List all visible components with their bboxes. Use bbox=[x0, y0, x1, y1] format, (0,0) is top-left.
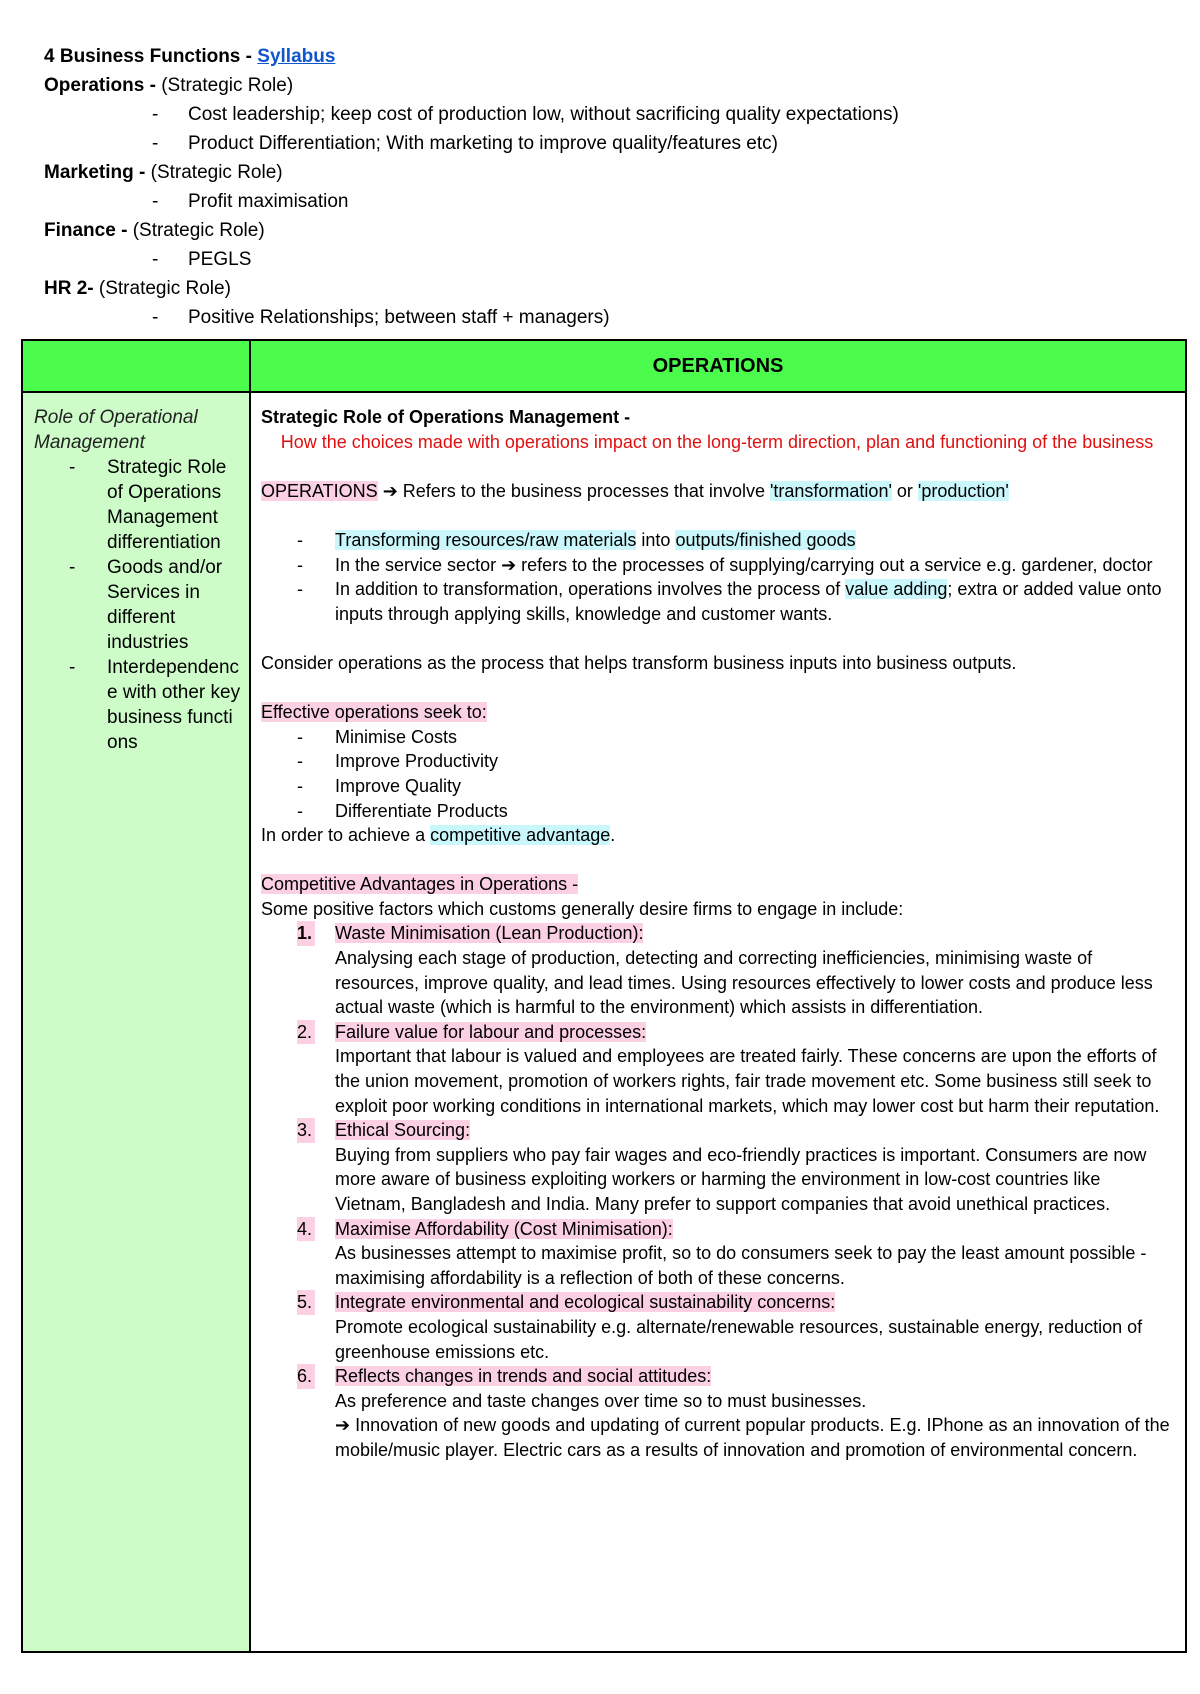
section-subheading: How the choices made with operations impact on the long-term direction, plan and functioning of the business bbox=[280, 431, 1154, 452]
achieve-text: In order to achieve a competitive advantage. bbox=[261, 825, 616, 846]
function-finance: Finance - (Strategic Role) bbox=[44, 220, 265, 241]
numbered-item-body: ➔ Innovation of new goods and updating of current popular products. E.g. IPhone as an innovation of the mobile/music player. Electric cars as a results of innovation and promotion of environmental concern. bbox=[335, 1415, 1170, 1460]
left-title: Role of Operational Management bbox=[34, 407, 198, 453]
left-column bbox=[22, 392, 250, 1652]
right-column bbox=[250, 392, 1186, 1652]
list-item: - Transforming resources/raw materials into outputs/finished goods bbox=[297, 529, 856, 550]
table-header-empty bbox=[22, 340, 250, 392]
table-header-operations: OPERATIONS bbox=[250, 340, 1186, 392]
list-item: - Interdependence with other key business functions bbox=[69, 657, 241, 753]
list-item: - Goods and/or Services in different industries bbox=[69, 557, 223, 653]
doc-title: 4 Business Functions - Syllabus bbox=[44, 46, 336, 67]
function-point: - Product Differentiation; With marketing to improve quality/features etc) bbox=[152, 133, 778, 154]
numbered-item-body: As preference and taste changes over time so to must businesses. bbox=[335, 1390, 867, 1411]
function-point: - Cost leadership; keep cost of production low, without sacrificing quality expectations) bbox=[152, 104, 899, 125]
numbered-item: 1. Waste Minimisation (Lean Production): bbox=[261, 921, 1173, 946]
numbered-item-body: Analysing each stage of production, detecting and correcting inefficiencies, minimising waste of resources, improve quality, and lead times. Using resources effectively to lower costs and produce less actual waste (which is harmful to the environment) which assists in differentiation. bbox=[335, 948, 1153, 1018]
function-operations: Operations - (Strategic Role) bbox=[44, 75, 294, 96]
section-heading: Strategic Role of Operations Management - bbox=[261, 407, 631, 427]
effective-title: Effective operations seek to: bbox=[261, 702, 487, 723]
function-marketing: Marketing - (Strategic Role) bbox=[44, 162, 283, 183]
consider-text: Consider operations as the process that helps transform business inputs into business outputs. bbox=[261, 652, 1017, 673]
numbered-item-body: Promote ecological sustainability e.g. alternate/renewable resources, sustainable energy, reduction of greenhouse emissions etc. bbox=[335, 1316, 1143, 1362]
numbered-item: 4. Maximise Affordability (Cost Minimisation): bbox=[261, 1217, 1173, 1242]
list-item: - Differentiate Products bbox=[297, 800, 508, 821]
list-item: - In addition to transformation, operations involves the process of value adding; extra or added value onto inputs through applying skills, knowledge and customer wants. bbox=[297, 579, 1162, 624]
function-hr: HR 2- (Strategic Role) bbox=[44, 278, 231, 299]
function-point: - Positive Relationships; between staff + managers) bbox=[152, 307, 610, 328]
list-item: - Minimise Costs bbox=[297, 726, 458, 747]
syllabus-link[interactable]: Syllabus bbox=[257, 46, 336, 67]
numbered-item: 2. Failure value for labour and processes: bbox=[261, 1020, 1173, 1045]
list-item: - In the service sector ➔ refers to the processes of supplying/carrying out a service e.g. gardener, doctor bbox=[297, 554, 1153, 575]
numbered-item: 6. Reflects changes in trends and social attitudes: bbox=[261, 1364, 1173, 1389]
numbered-item: 3. Ethical Sourcing: bbox=[261, 1118, 1173, 1143]
list-item: - Improve Productivity bbox=[297, 751, 499, 772]
numbered-item: 5. Integrate environmental and ecological sustainability concerns: bbox=[261, 1290, 1173, 1315]
list-item: - Strategic Role of Operations Management differentiation bbox=[69, 457, 227, 553]
intro-section bbox=[44, 42, 1164, 332]
function-point: - PEGLS bbox=[152, 249, 252, 270]
list-item: - Improve Quality bbox=[297, 775, 462, 796]
operations-definition: OPERATIONS ➔ Refers to the business processes that involve 'transformation' or 'production' bbox=[261, 480, 1009, 501]
numbered-item-body: Important that labour is valued and employees are treated fairly. These concerns are upon the efforts of the union movement, promotion of workers rights, fair trade movement etc. Some business still seek to exploit poor working conditions in international markets, which may lower cost but harm their reputation. bbox=[335, 1046, 1160, 1116]
function-point: - Profit maximisation bbox=[152, 191, 349, 212]
competitive-intro: Some positive factors which customs generally desire firms to engage in include: bbox=[261, 898, 904, 919]
competitive-title: Competitive Advantages in Operations - bbox=[261, 874, 579, 895]
operations-table bbox=[21, 339, 1187, 1653]
numbered-item-body: Buying from suppliers who pay fair wages and eco-friendly practices is important. Consumers are now more aware of business exploiting workers or harming the environment in low-cost countries like Vietnam, Bangladesh and India. Many prefer to support companies that avoid unethical practices. bbox=[335, 1144, 1147, 1214]
numbered-item-body: As businesses attempt to maximise profit, so to do consumers seek to pay the least amount possible - maximising affordability is a reflection of both of these concerns. bbox=[335, 1243, 1147, 1288]
